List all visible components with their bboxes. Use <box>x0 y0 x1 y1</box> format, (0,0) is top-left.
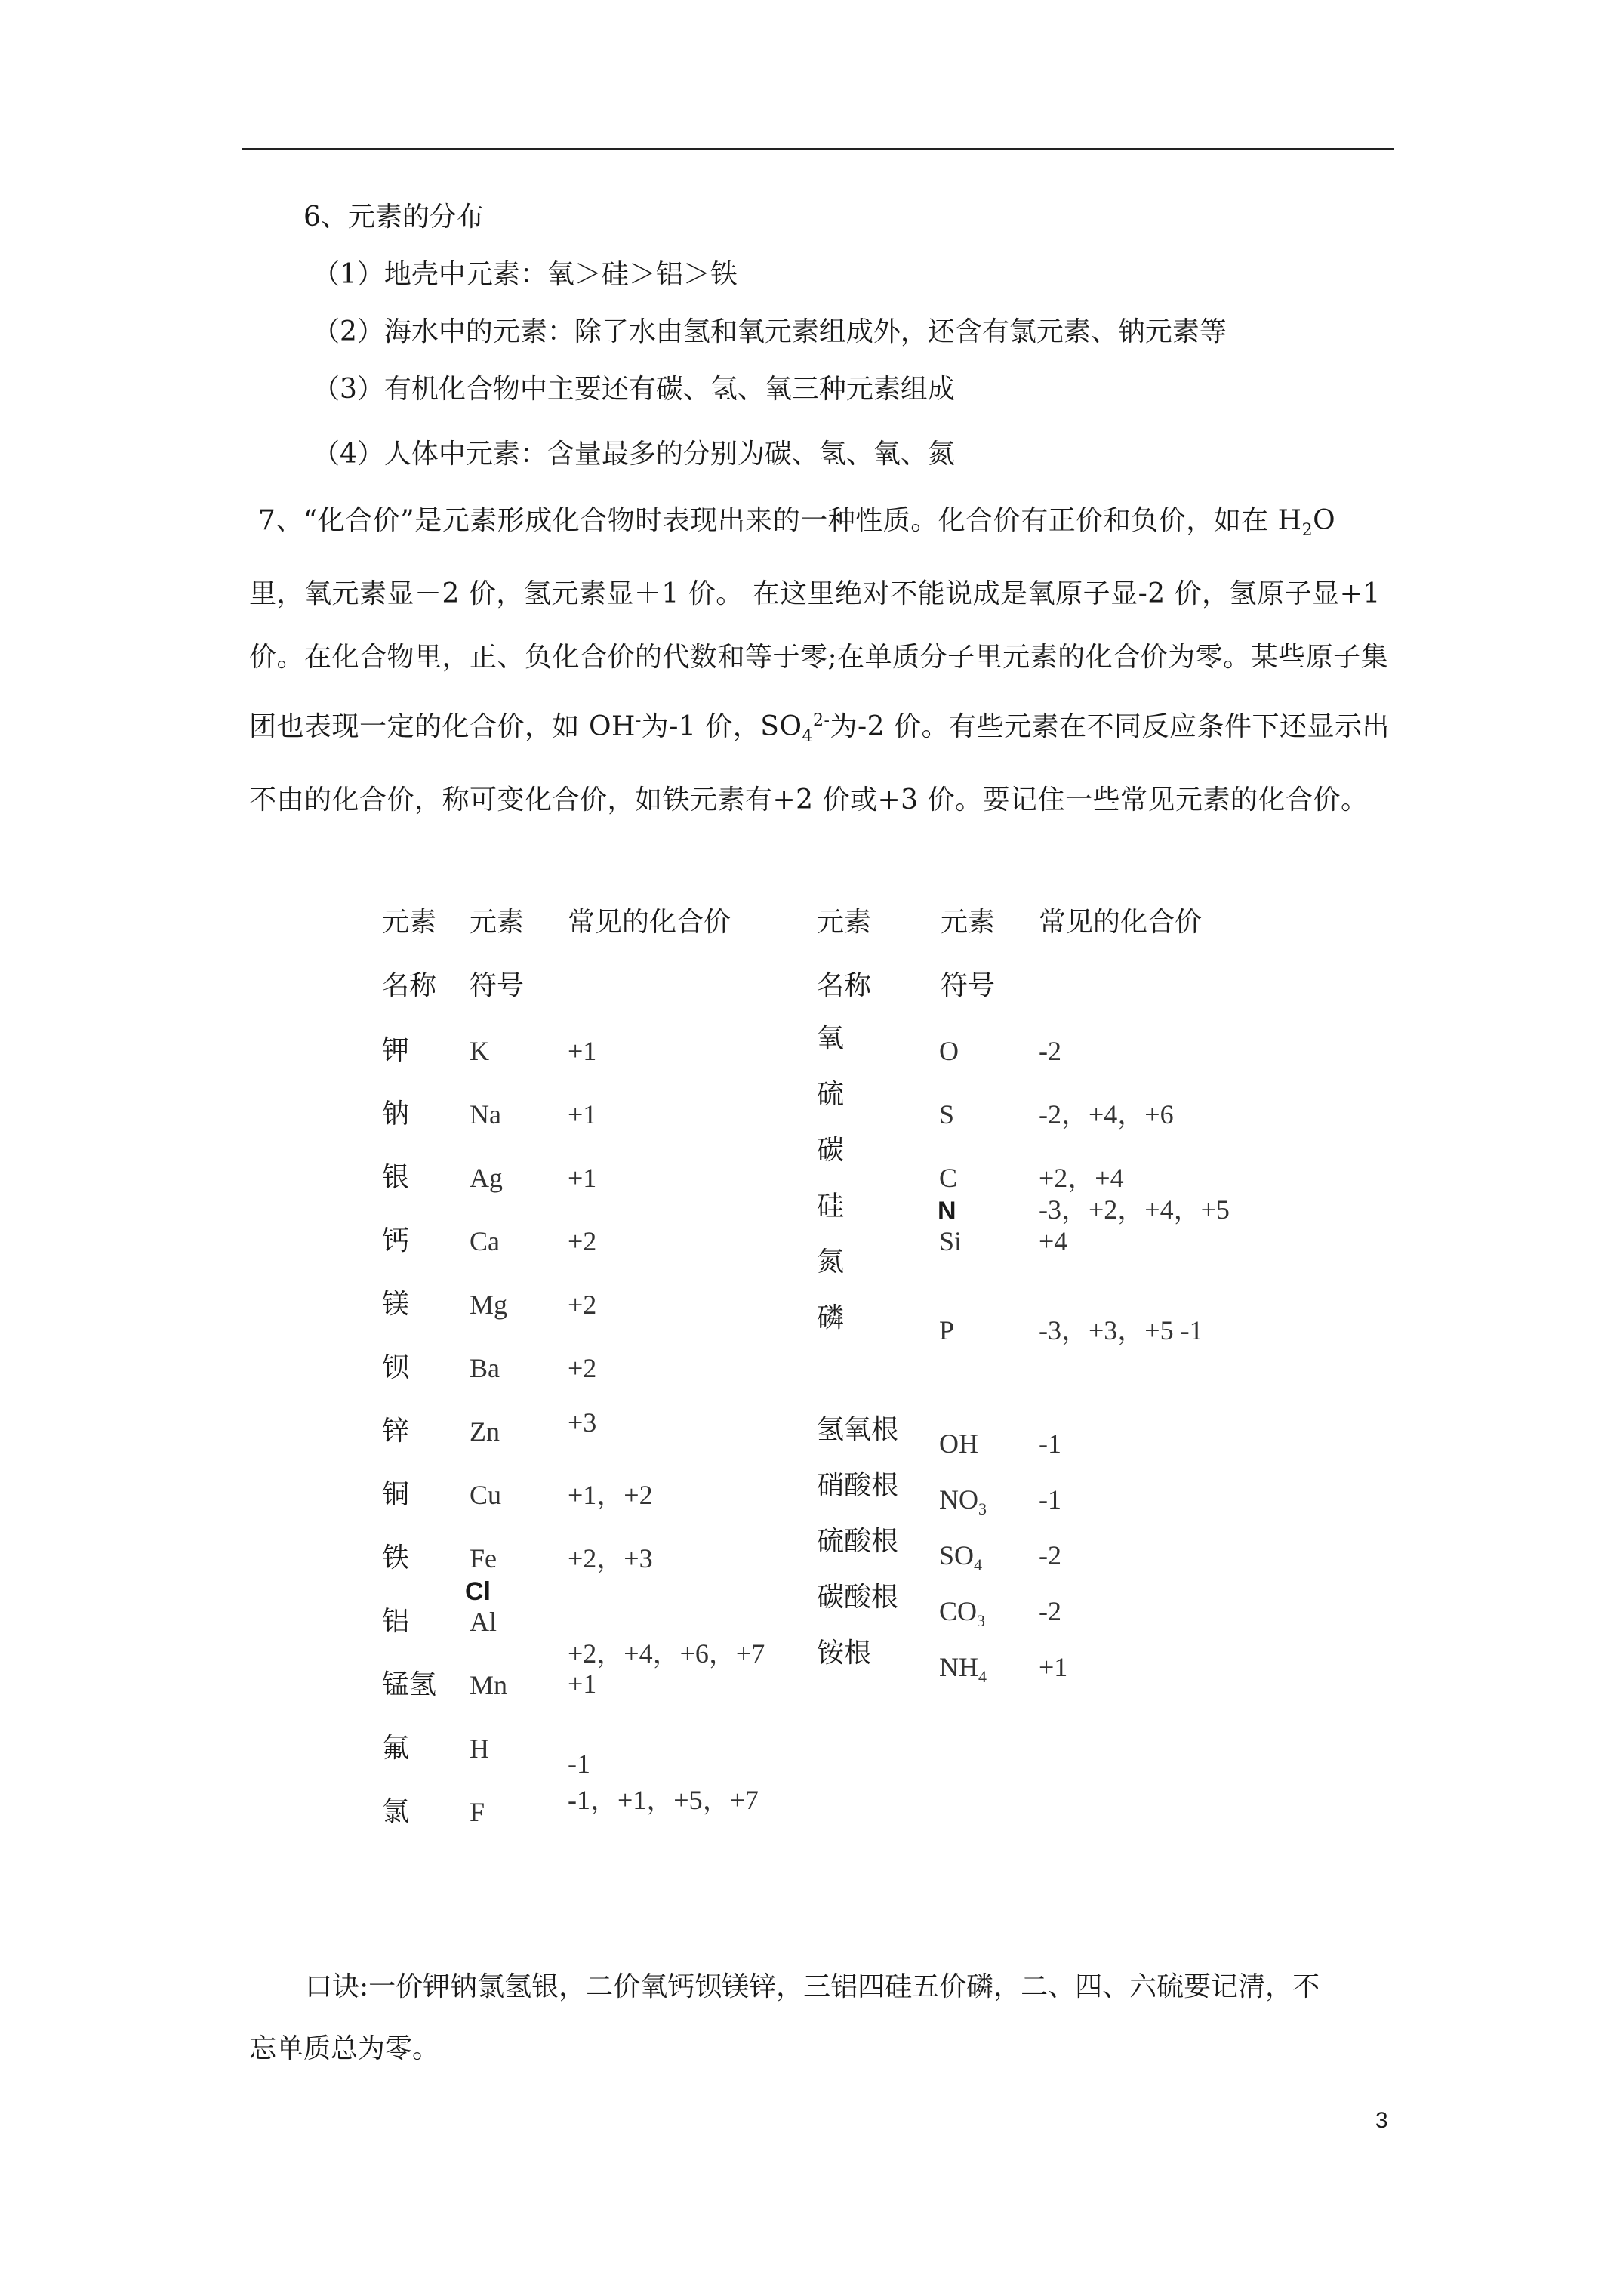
left-valence: -1 <box>568 1749 590 1779</box>
section7-paragraph <box>249 489 1397 832</box>
table-header-2: 符号 <box>941 970 996 1001</box>
radical-valence: -2 <box>1039 1596 1061 1626</box>
left-valence: +2 <box>568 1226 597 1256</box>
right-element-name: 硅 <box>817 1191 845 1222</box>
left-element-symbol: Mn <box>470 1670 508 1700</box>
radical-base: CO <box>939 1596 978 1626</box>
left-element-symbol: Fe <box>470 1543 497 1573</box>
left-element-symbol: Na <box>470 1099 501 1130</box>
so4-superscript: 2- <box>813 711 830 731</box>
table-header-2: 名称 <box>817 970 872 1001</box>
radical-valence: -1 <box>1039 1428 1061 1459</box>
left-element-symbol: Al <box>470 1607 497 1637</box>
left-element-name: 钠 <box>382 1099 410 1130</box>
right-valence: -3，+3，+5 -1 <box>1039 1315 1203 1345</box>
left-element-symbol: F <box>470 1797 485 1827</box>
n-symbol: N <box>938 1197 956 1225</box>
right-element-symbol: S <box>939 1099 955 1130</box>
page-number: 3 <box>1375 2108 1388 2133</box>
so4-subscript: 4 <box>802 727 813 747</box>
mnemonic-line-1: 口诀:一价钾钠氯氢银，二价氧钙钡镁锌，三铝四硅五价磷，二、四、六硫要记清，不 <box>305 1971 1320 2002</box>
radical-valence: -1 <box>1039 1484 1061 1515</box>
radical-name: 铵根 <box>817 1638 872 1669</box>
table-header-2: 名称 <box>382 970 437 1001</box>
left-element-symbol: H <box>470 1734 489 1764</box>
section7-text-1: 7、“化合价”是元素形成化合物时表现出来的一种性质。化合价有正价和负价，如在 H <box>258 505 1302 536</box>
radical-valence: -2 <box>1039 1540 1061 1570</box>
left-element-symbol: Zn <box>470 1416 500 1447</box>
left-element-name: 银 <box>382 1162 410 1193</box>
right-element-symbol: Si <box>939 1226 962 1256</box>
right-element-symbol: O <box>939 1036 959 1066</box>
table-header-2: 符号 <box>470 970 525 1001</box>
section6-item-2: （2）海水中的元素：除了水由氢和氧元素组成外，还含有氯元素、钠元素等 <box>313 316 1227 347</box>
section6-item-3: （3）有机化合物中主要还有碳、氢、氧三种元素组成 <box>313 374 955 405</box>
table-header: 元素 <box>817 907 872 938</box>
mnemonic-line-2: 忘单质总为零。 <box>249 2033 440 2064</box>
left-valence: +2 <box>568 1353 597 1383</box>
left-element-name: 钾 <box>382 1035 410 1066</box>
left-element-name: 钡 <box>382 1352 410 1383</box>
radical-formula <box>939 1427 978 1470</box>
radical-name: 碳酸根 <box>817 1582 899 1613</box>
right-element-symbol: C <box>939 1163 958 1193</box>
left-element-symbol: K <box>470 1036 489 1066</box>
section6-item-4: （4）人体中元素：含量最多的分别为碳、氢、氧、氮 <box>313 439 955 470</box>
section6-item-1: （1）地壳中元素：氧＞硅＞铝＞铁 <box>313 259 738 290</box>
oh-superscript: - <box>635 711 642 731</box>
table-header: 常见的化合价 <box>568 907 731 938</box>
radical-subscript: 3 <box>977 1611 986 1631</box>
right-element-name: 磷 <box>817 1302 845 1333</box>
left-element-name: 铁 <box>382 1542 410 1573</box>
right-valence: -2 <box>1039 1036 1061 1066</box>
section7-text-4: 为-2 价。有些元素在不同反应条件下还显示出不由的化合价，称可变化合价，如铁元素有+2 价或+3 价。要记住一些常见元素的化合价。 <box>249 711 1390 816</box>
left-element-name: 锌 <box>382 1416 410 1447</box>
right-valence: +2，+4 <box>1039 1163 1124 1193</box>
radical-base: OH <box>939 1428 978 1459</box>
left-element-name: 镁 <box>382 1289 410 1320</box>
radical-name: 氢氧根 <box>817 1414 899 1445</box>
radical-valence: +1 <box>1039 1652 1068 1682</box>
radical-formula <box>939 1595 985 1638</box>
left-element-name: 铜 <box>382 1479 410 1510</box>
section7-text-3: 为-1 价，SO <box>641 711 802 743</box>
radical-base: NO <box>939 1484 978 1515</box>
left-element-name: 钙 <box>382 1225 410 1256</box>
left-valence: +3 <box>568 1407 597 1438</box>
right-element-name: 氧 <box>817 1023 845 1054</box>
left-valence: +2，+4，+6，+7 <box>568 1638 765 1669</box>
left-element-symbol: Cu <box>470 1480 502 1510</box>
right-element-name: 硫 <box>817 1079 845 1110</box>
left-valence: +1 <box>568 1036 597 1066</box>
table-header: 常见的化合价 <box>1039 907 1203 938</box>
right-valence: -3，+2，+4，+5 <box>1039 1194 1230 1225</box>
radical-name: 硝酸根 <box>817 1470 899 1501</box>
left-element-name: 氟 <box>382 1733 410 1764</box>
left-element-symbol: Ca <box>470 1226 500 1256</box>
table-header: 元素 <box>941 907 996 938</box>
left-element-symbol: Ba <box>470 1353 500 1383</box>
left-element-name: 氯 <box>382 1796 410 1827</box>
radical-base: NH <box>939 1652 978 1682</box>
left-valence: +1 <box>568 1099 597 1130</box>
left-valence: +1，+2 <box>568 1480 653 1510</box>
table-header: 元素 <box>470 907 525 938</box>
radical-formula <box>939 1483 987 1526</box>
left-element-symbol: Mg <box>470 1290 508 1320</box>
left-element-symbol: Ag <box>470 1163 503 1193</box>
right-element-name: 氮 <box>817 1247 845 1277</box>
table-header: 元素 <box>382 907 437 938</box>
radical-formula <box>939 1650 987 1693</box>
left-valence: +1 <box>568 1669 597 1699</box>
left-element-name: 锰氢 <box>382 1669 437 1700</box>
right-valence: +4 <box>1039 1226 1068 1256</box>
header-rule <box>242 148 1394 150</box>
left-valence: +2 <box>568 1290 597 1320</box>
radical-subscript: 4 <box>974 1555 983 1575</box>
radical-subscript: 3 <box>978 1499 987 1519</box>
radical-subscript: 4 <box>978 1667 987 1687</box>
radical-name: 硫酸根 <box>817 1526 899 1557</box>
right-valence: -2，+4，+6 <box>1039 1099 1174 1130</box>
section6-title: 6、元素的分布 <box>303 202 484 233</box>
cl-symbol: Cl <box>465 1577 491 1606</box>
radical-formula <box>939 1539 982 1582</box>
right-element-symbol: P <box>939 1315 955 1345</box>
h2o-subscript: 2 <box>1301 521 1313 541</box>
section7-text-2: O 里，氧元素显－2 价，氢元素显＋1 价。 在这里绝对不能说成是氧原子显-2 价，氢原子显+1 价。在化合物里，正、负化合价的代数和等于零;在单质分子里元素的化合价为零。某些原子集团也表现一定的化合价，如 OH <box>249 505 1389 743</box>
left-valence: -1，+1，+5，+7 <box>568 1785 759 1815</box>
radical-base: SO <box>939 1540 975 1570</box>
left-element-name: 铝 <box>382 1606 410 1637</box>
left-valence: +2，+3 <box>568 1543 653 1573</box>
right-element-name: 碳 <box>817 1135 845 1166</box>
left-valence: +1 <box>568 1163 597 1193</box>
